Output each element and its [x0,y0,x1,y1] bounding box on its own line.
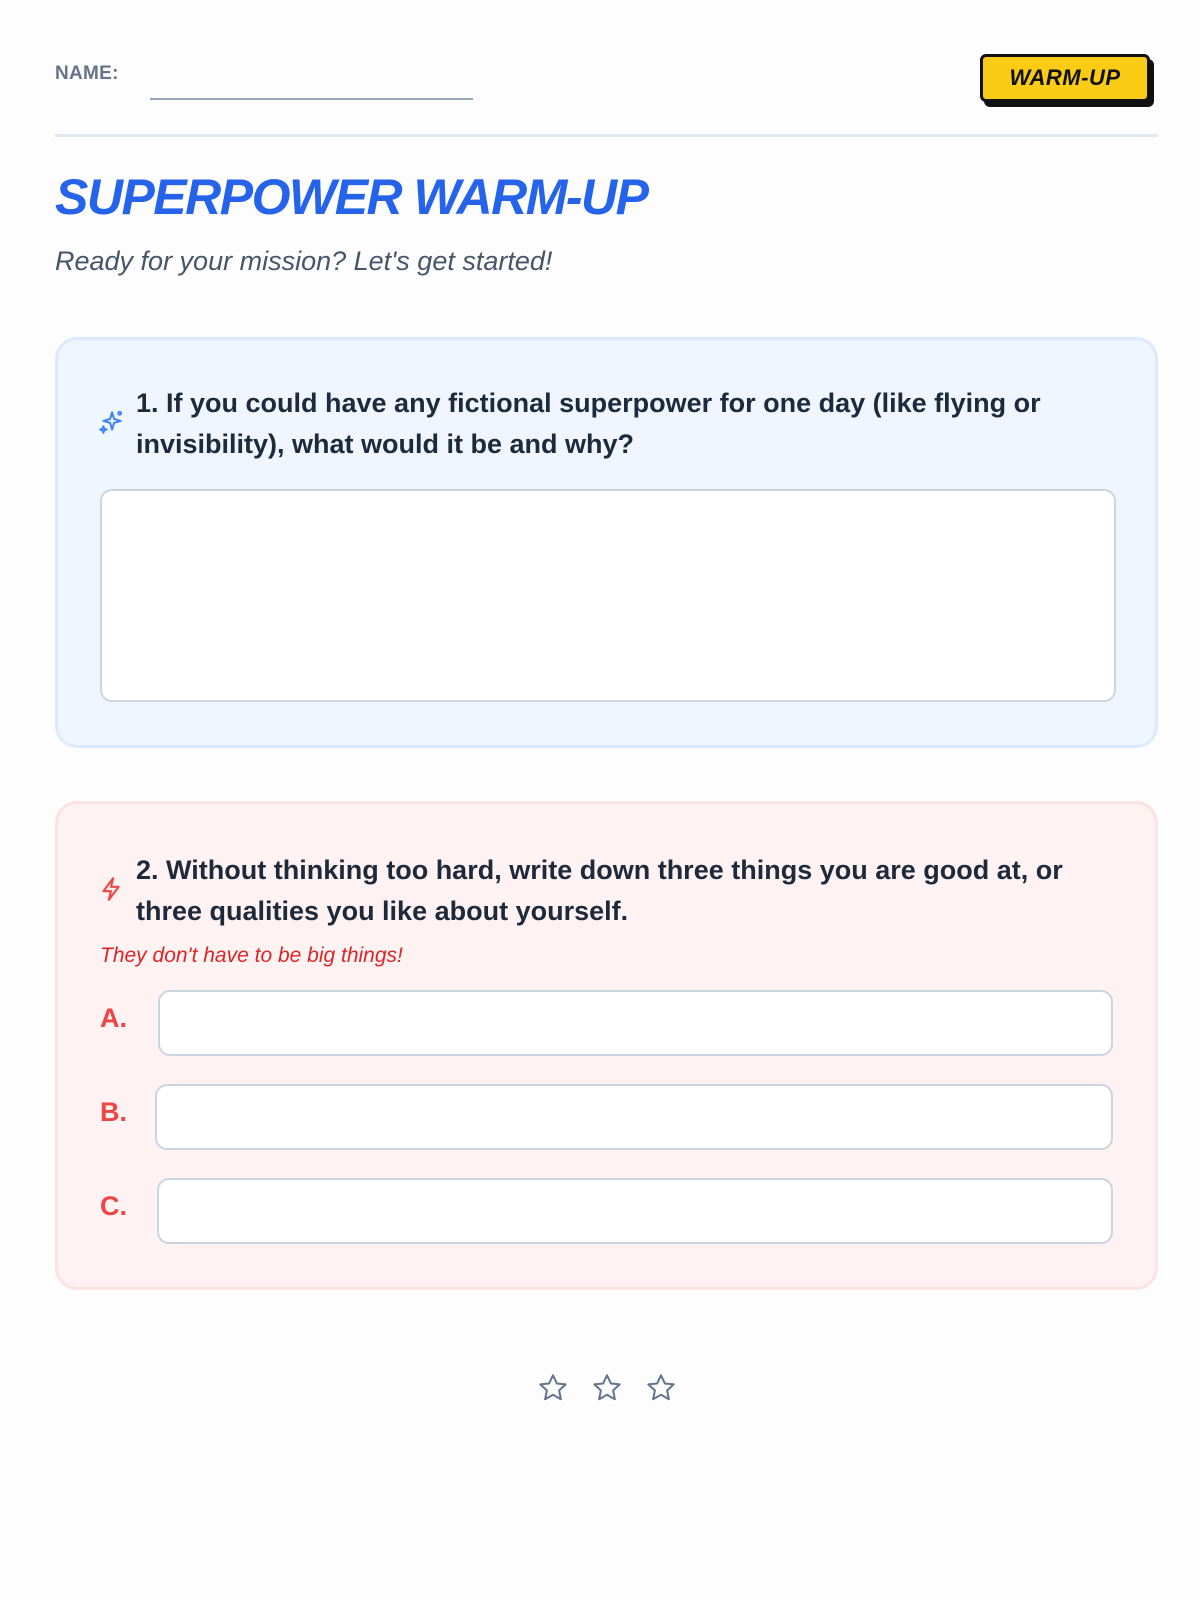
question-2-text: 2. Without thinking too hard, write down three things you are good at, or three qualities you like about yourself. [136,855,1063,926]
question-1-card [55,337,1158,748]
lightning-icon [98,876,124,902]
header-divider [55,134,1158,137]
answer-b-letter: B. [100,1097,127,1127]
answer-b-field[interactable] [155,1084,1113,1150]
worksheet-page [55,0,1158,1600]
question-2-hint: They don't have to be big things! [100,944,403,967]
question-1-text: 1. If you could have any fictional superpower for one day (like flying or invisibility), what would it be and why? [136,388,1041,459]
footer-stars [55,1372,1158,1404]
answer-c-letter: C. [100,1191,127,1221]
question-2-card [55,801,1158,1290]
question-1-answer-box[interactable] [100,489,1116,702]
page-title: SUPERPOWER WARM-UP [55,169,648,225]
star-icon [591,1372,623,1404]
name-field[interactable] [150,98,473,100]
star-icon [537,1372,569,1404]
warm-up-badge: WARM-UP [980,54,1150,102]
answer-a-letter: A. [100,1003,127,1033]
answer-a-field[interactable] [158,990,1113,1056]
answer-c-field[interactable] [157,1178,1113,1244]
star-icon [645,1372,677,1404]
header [55,52,1158,112]
page-subtitle: Ready for your mission? Let's get started! [55,246,553,276]
sparkles-icon [98,409,124,435]
name-label: NAME: [55,63,119,84]
